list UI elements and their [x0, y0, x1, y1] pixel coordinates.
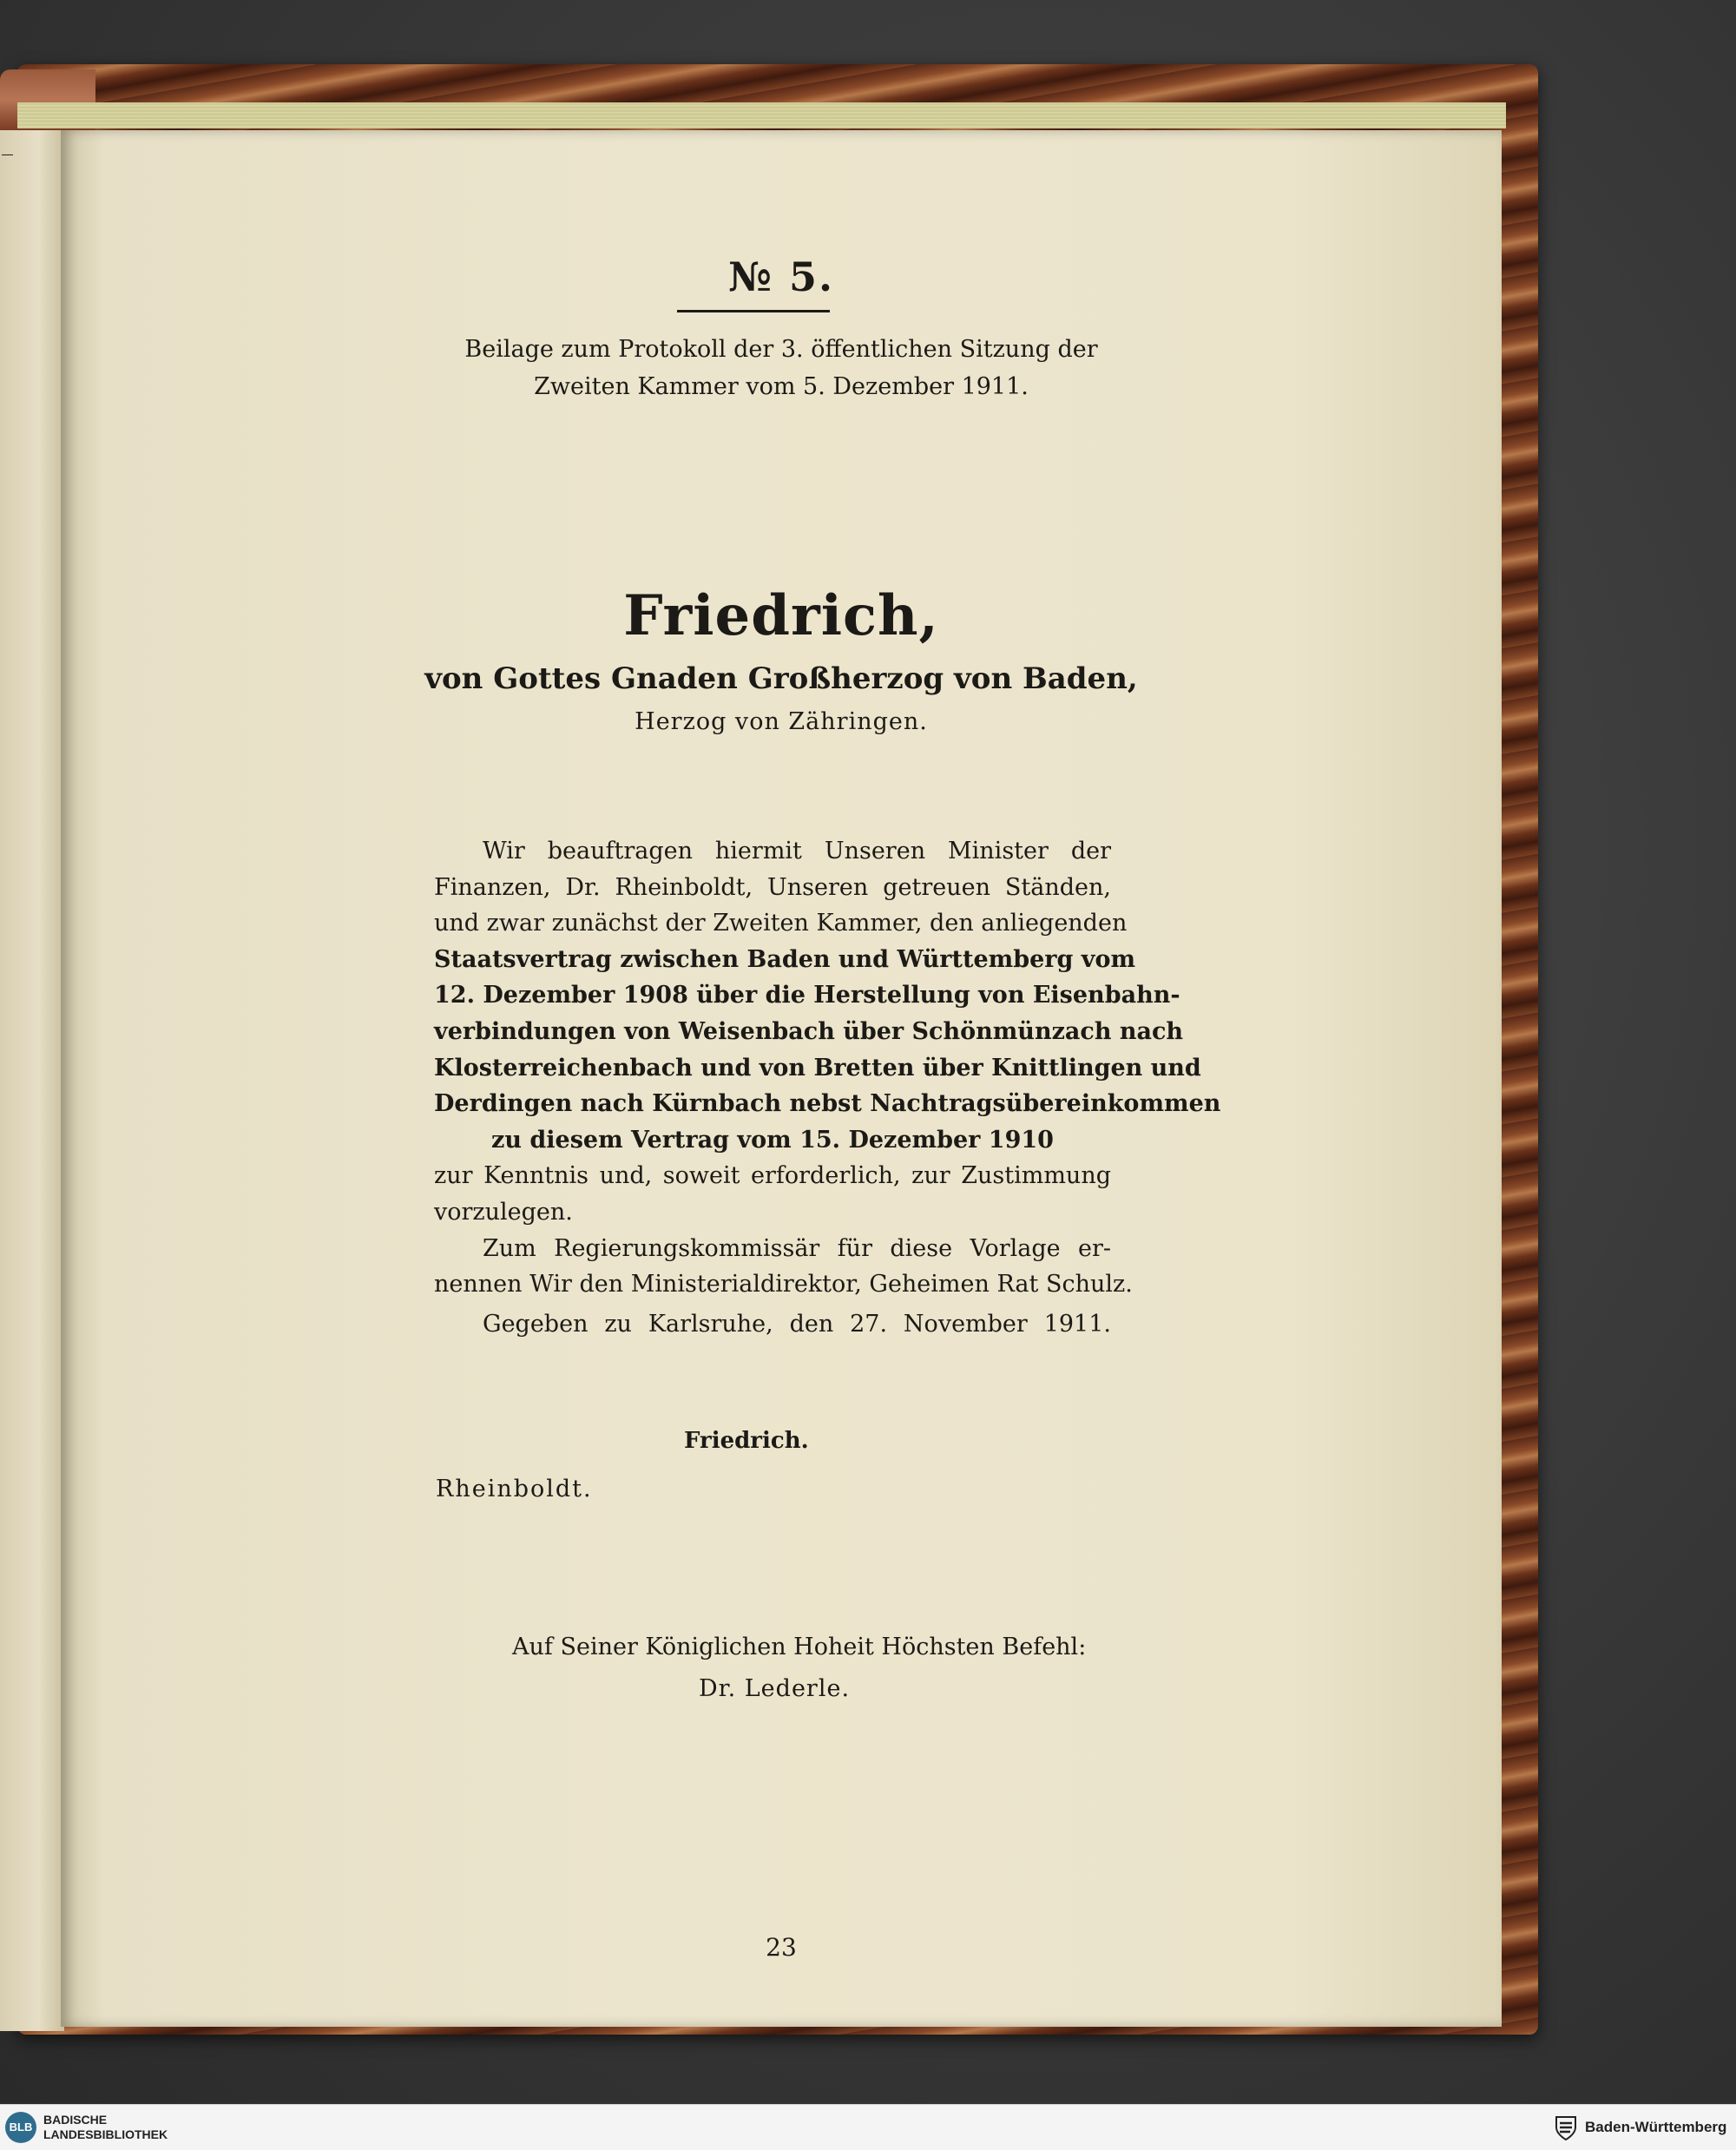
body-line: Klosterreichenbach und von Bretten über Knittlingen und — [434, 1054, 1201, 1082]
body-line: Zum Regierungskommissär für diese Vorlage er- — [483, 1234, 1111, 1262]
blb-name-line-2: LANDESBIBLIOTHEK — [43, 2127, 168, 2141]
body-line: Finanzen, Dr. Rheinboldt, Unseren getreuen Ständen, — [434, 873, 1111, 901]
bw-name[interactable]: Baden-Württemberg — [1585, 2119, 1727, 2135]
body-line: Gegeben zu Karlsruhe, den 27. November 1911. — [483, 1310, 1111, 1338]
viewer-footer — [0, 2104, 1736, 2150]
document-number: № 5. — [727, 253, 835, 300]
body-line: zu diesem Vertrag vom 15. Dezember 1910 — [491, 1126, 1054, 1154]
command-line: Auf Seiner Königlichen Hoheit Höchsten Befehl: — [512, 1634, 1087, 1660]
facing-page-edge: _ — [0, 130, 64, 2031]
body-line: Derdingen nach Kürnbach nebst Nachtragsübereinkommen — [434, 1090, 1221, 1118]
page-edges — [17, 102, 1506, 128]
monarch-name: Friedrich, — [623, 583, 939, 648]
monarch-subtitle: Herzog von Zähringen. — [635, 708, 928, 735]
page-content — [61, 130, 1502, 2027]
monarch-title: von Gottes Gnaden Großherzog von Baden, — [424, 661, 1138, 696]
signature-monarch: Friedrich. — [684, 1428, 809, 1454]
body-line: 12. Dezember 1908 über die Herstellung von Eisenbahn- — [434, 982, 1180, 1009]
supplement-line-2: Zweiten Kammer vom 5. Dezember 1911. — [534, 373, 1029, 400]
decree-body — [434, 833, 1221, 1342]
body-line: zur Kenntnis und, soweit erforderlich, zur Zustimmung — [434, 1162, 1111, 1190]
body-line: und zwar zunächst der Zweiten Kammer, den anliegenden — [434, 910, 1128, 937]
blb-name[interactable] — [43, 2113, 168, 2142]
number-underline — [677, 310, 830, 312]
blb-logo-icon[interactable]: BLB — [5, 2112, 36, 2143]
body-line: verbindungen von Weisenbach über Schönmünzach nach — [434, 1017, 1184, 1045]
body-line: Staatsvertrag zwischen Baden und Württemberg vom — [434, 945, 1136, 973]
body-line: nennen Wir den Ministerialdirektor, Geheimen Rat Schulz. — [434, 1271, 1133, 1299]
blb-name-line-1: BADISCHE — [43, 2113, 108, 2127]
signature-minister: Rheinboldt. — [436, 1476, 593, 1502]
bw-coat-of-arms-icon[interactable] — [1554, 2115, 1578, 2141]
supplement-line-1: Beilage zum Protokoll der 3. öffentlichen Sitzung der — [464, 336, 1098, 363]
document-page — [61, 130, 1502, 2027]
command-signer: Dr. Lederle. — [699, 1675, 851, 1702]
page-number: 23 — [766, 1933, 797, 1962]
body-line: vorzulegen. — [434, 1198, 573, 1226]
body-line: Wir beauftragen hiermit Unseren Minister der — [483, 838, 1111, 865]
